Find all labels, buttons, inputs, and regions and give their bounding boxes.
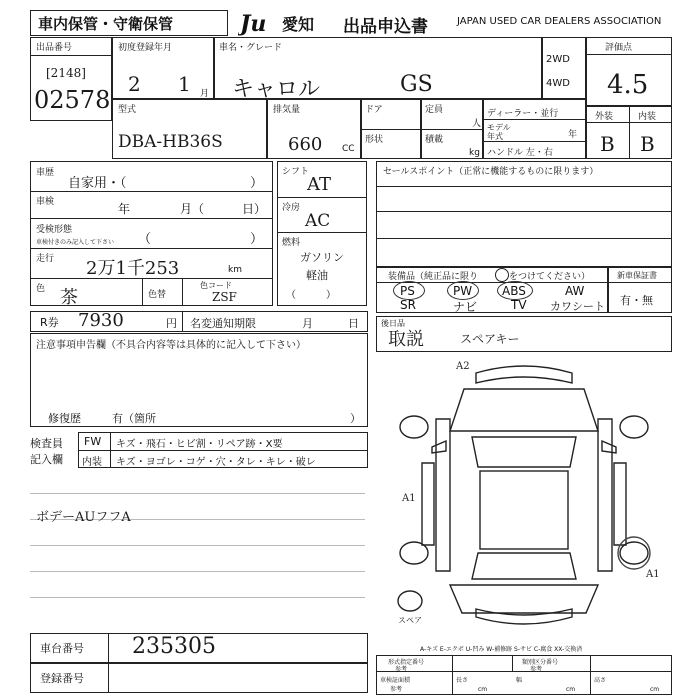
receipt-note: 車検付きのみ記入して下さい <box>36 239 115 246</box>
capacity-label: 定員 <box>425 105 444 115</box>
footer-vdiv-3 <box>590 655 591 695</box>
chassis-divider <box>108 633 109 663</box>
reg-number-label: 登録番号 <box>40 672 84 685</box>
brand-logo <box>238 10 282 36</box>
type-label: 型式 <box>118 105 137 115</box>
damage-mark-a2: A2 <box>456 361 470 372</box>
brand-name: 愛知 <box>282 15 315 34</box>
door-shape-label: 形状 <box>365 135 384 145</box>
footer-height: 高さ <box>594 677 607 684</box>
association-name: JAPAN USED CAR DEALERS ASSOCIATION <box>457 16 662 27</box>
sales-line-1 <box>376 186 671 187</box>
blank-line-5 <box>30 597 365 598</box>
model-name: キャロル <box>232 77 321 102</box>
aircon-value: AC <box>305 211 331 231</box>
color-label: 色 <box>36 284 46 294</box>
footer-length: 長さ <box>456 677 469 684</box>
lot-label: 出品番号 <box>36 43 73 53</box>
registration-month: 1 <box>178 72 191 96</box>
damage-mark-a1-left: A1 <box>402 493 416 504</box>
model-label: 車名・グレード <box>219 43 283 53</box>
int-inspect-items: キズ・ヨゴレ・コゲ・穴・タレ・キレ・破レ <box>116 457 316 468</box>
damage-legend: A-キズ E-エクボ U-凹み W-補修跡 S-サビ C-腐食 XX-交換済 <box>420 646 583 653</box>
sales-line-2 <box>376 211 671 212</box>
equip-aw[interactable]: AW <box>565 284 585 298</box>
score-label: 評価点 <box>605 43 633 53</box>
sales-line-3 <box>376 238 671 239</box>
color-change-label: 色替 <box>148 290 167 300</box>
ju-logo-icon <box>238 10 282 36</box>
capacity-unit: 人 <box>472 119 482 129</box>
inspector-divider <box>78 450 368 451</box>
registration-year: 2 <box>128 72 141 96</box>
equip-tv[interactable]: TV <box>511 298 527 312</box>
receipt-open: （ <box>138 232 152 247</box>
registration-month-unit: 月 <box>200 89 210 99</box>
load-label: 積載 <box>425 135 444 145</box>
mid-div-1 <box>277 197 367 198</box>
color-code-label: 色コード <box>200 281 232 290</box>
footer-class-cert: 類別区分番号 <box>522 659 559 666</box>
door-divider <box>361 129 421 130</box>
recycle-divider <box>182 311 183 332</box>
footer-width-cm: cm <box>566 686 576 693</box>
fuel-paren: （ ） <box>286 290 336 301</box>
recycle-value: 7930 <box>78 310 124 331</box>
expiry-month: 月 <box>302 317 313 330</box>
footer-ref: 参考 <box>390 686 403 693</box>
rear-note-value: 取説 <box>388 329 424 350</box>
warranty-label: 新車保証書 <box>617 271 657 280</box>
rear-note-label: 後日品 <box>381 319 405 328</box>
repair-label: 修復歴 <box>48 412 81 425</box>
int-inspect-label: 内装 <box>82 457 102 468</box>
lot-sub-number: [2148] <box>46 66 86 80</box>
fuel-gas: ガソリン <box>300 251 344 264</box>
footer-width: 幅 <box>516 677 523 684</box>
lot-divider <box>30 55 112 56</box>
expiry-label: 名変通知期限 <box>190 317 256 330</box>
model-year-unit: 年 <box>568 130 578 140</box>
equip-navi[interactable]: ナビ <box>453 300 478 314</box>
fuel-label: 燃料 <box>282 238 301 248</box>
receipt-close: ） <box>250 232 264 247</box>
inspector-vdivider <box>110 432 111 468</box>
equip-abs[interactable]: ABS <box>502 284 526 298</box>
ext-int-divider <box>629 106 630 159</box>
circle-mark-icon <box>495 268 509 282</box>
drive-4wd: 4WD <box>546 78 570 89</box>
footer-divider <box>376 671 672 672</box>
shift-label: シフト <box>282 167 310 177</box>
history-close: ） <box>250 176 264 191</box>
repair-close: ） <box>350 412 361 425</box>
footer-length-cm: cm <box>478 686 488 693</box>
spare-label: スペア <box>398 616 422 625</box>
mid-div-2 <box>277 232 367 233</box>
color-divider <box>142 278 143 306</box>
load-unit: kg <box>469 148 480 158</box>
interior-label: 内装 <box>638 112 657 122</box>
history-label: 車歴 <box>36 168 55 178</box>
footer-class-cert2: 参考 <box>530 666 543 673</box>
mileage-unit: km <box>228 265 242 275</box>
lot-number: 02578 <box>34 86 111 114</box>
repair-value: 有（箇所 <box>112 412 156 425</box>
receipt-label: 受検形態 <box>36 225 73 235</box>
equip-leather[interactable]: カワシート <box>550 300 605 313</box>
exterior-grade: B <box>600 132 615 156</box>
notes-label: 注意事項申告欄（不具合内容等は具体的に記入して下さい） <box>36 340 306 351</box>
mileage-label: 走行 <box>36 254 55 264</box>
equip-abs-circle <box>497 281 533 300</box>
sales-point-label: セールスポイント（正常に機能するものに限ります） <box>383 167 599 177</box>
recycle-label: R券 <box>40 316 59 329</box>
blank-line-4 <box>30 571 365 572</box>
inspection-year: 年 <box>118 202 131 216</box>
displacement-unit: CC <box>342 144 355 154</box>
drive-2wd: 2WD <box>546 54 570 65</box>
displacement-value: 660 <box>288 134 323 155</box>
dealer-label: ディーラー・並行 <box>487 109 559 119</box>
blank-line-1 <box>30 493 365 494</box>
warranty-value: 有・無 <box>620 294 653 307</box>
equip-pw-circle <box>447 281 479 300</box>
row-div-3 <box>30 248 273 249</box>
fw-label: FW <box>84 435 102 448</box>
fuel-diesel: 軽油 <box>306 269 328 282</box>
expiry-day: 日 <box>348 317 359 330</box>
shift-value: AT <box>307 174 332 195</box>
recycle-unit: 円 <box>166 317 177 330</box>
row-div-1 <box>30 191 273 192</box>
dealer-divider-2 <box>483 141 586 142</box>
svg-text:Ju: Ju <box>240 11 267 36</box>
interior-grade: B <box>640 132 655 156</box>
damage-mark-a1-right: A1 <box>646 569 660 580</box>
footer-vdiv-2 <box>512 655 513 671</box>
footer-cert2: 参考 <box>395 666 408 673</box>
inspector-note: ボデーAUフフA <box>36 510 131 525</box>
warranty-divider <box>608 282 672 283</box>
inspection-month: 月（ <box>180 202 205 216</box>
row-div-2 <box>30 218 273 219</box>
capacity-divider <box>421 129 483 130</box>
equip-ps-circle <box>393 281 425 300</box>
inspector-label-2: 記入欄 <box>30 453 63 466</box>
footer-vdiv-1 <box>452 655 453 695</box>
footer-cert: 形式指定番号 <box>388 659 425 666</box>
displacement-label: 排気量 <box>273 105 301 115</box>
model-year-label-1: モデル <box>487 123 511 132</box>
score-divider <box>586 54 672 55</box>
color-code: ZSF <box>212 290 237 304</box>
form-title: 出品申込書 <box>343 17 428 37</box>
color-value: 茶 <box>60 287 78 308</box>
registration-label: 初度登録年月 <box>118 43 173 53</box>
dealer-divider-1 <box>483 119 586 120</box>
fw-items: キズ・飛石・ヒビ割・リペア跡・X要 <box>116 439 283 450</box>
history-value: 自家用・（ <box>68 176 127 191</box>
footer-height-cm: cm <box>650 686 660 693</box>
model-grade: GS <box>400 72 433 97</box>
chassis-value: 235305 <box>132 634 216 659</box>
exterior-label: 外装 <box>595 112 614 122</box>
equipment-label: 装備品（純正品に限り <box>388 272 479 282</box>
equip-ps[interactable]: PS <box>400 284 415 298</box>
drive-box <box>542 37 586 99</box>
chassis-label: 車台番号 <box>40 642 84 655</box>
reg-number-divider <box>108 663 109 693</box>
handle-label: ハンドル 左・右 <box>487 148 553 158</box>
color-divider-2 <box>182 278 183 306</box>
car-diagram-svg <box>376 355 672 635</box>
equipment-label-2: をつけてください） <box>509 272 591 282</box>
blank-line-3 <box>30 545 365 546</box>
footer-mileage-cert: 車検証面積 <box>380 677 411 684</box>
aircon-label: 冷房 <box>282 203 301 213</box>
mileage-value: 2万1千253 <box>86 258 180 279</box>
model-year-label-2: 年式 <box>487 132 503 141</box>
equip-sr[interactable]: SR <box>400 298 416 312</box>
equip-pw[interactable]: PW <box>453 284 473 298</box>
rear-note-extra: スペアキー <box>460 332 520 346</box>
storage-label: 車内保管・守衛保管 <box>38 15 174 33</box>
inspection-label: 車検 <box>36 197 55 207</box>
ext-int-hdivider <box>586 122 672 123</box>
score-value: 4.5 <box>607 70 649 100</box>
inspection-day: 日） <box>242 202 267 216</box>
car-diagram <box>376 355 672 635</box>
inspector-label-1: 検査員 <box>30 437 63 450</box>
type-value: DBA-HB36S <box>118 132 223 152</box>
door-label: ドア <box>365 105 383 115</box>
